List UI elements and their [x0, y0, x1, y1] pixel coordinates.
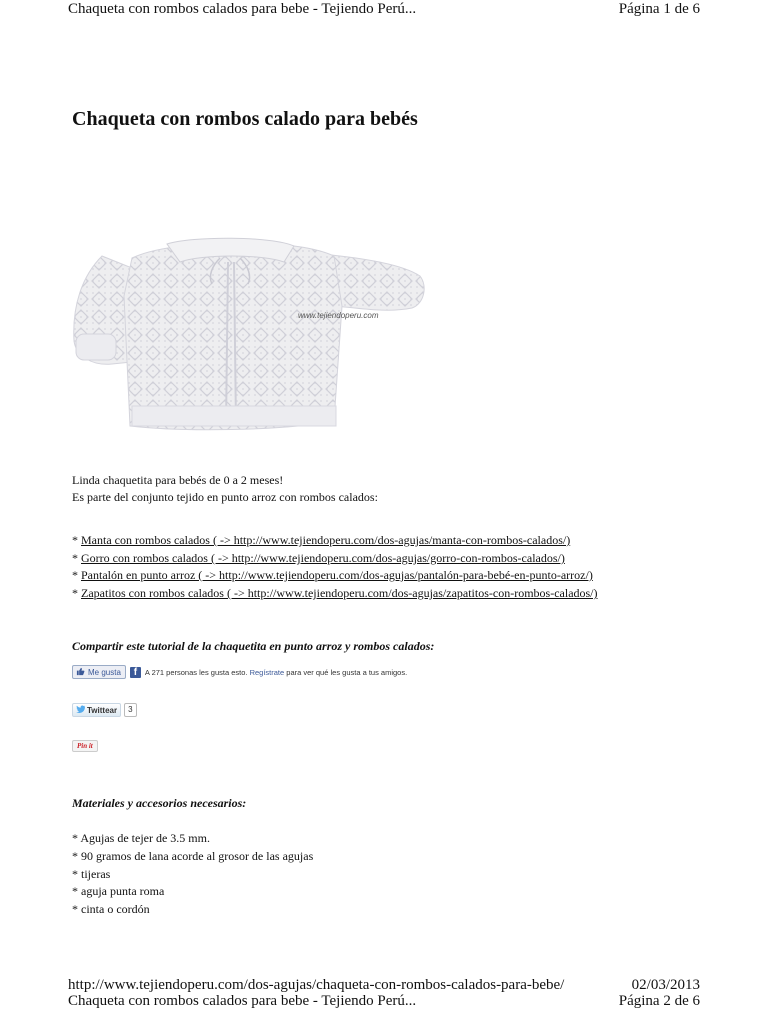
gorro-link[interactable]: Gorro con rombos calados ( -> http://www.tejiendoperu.com/dos-agujas/gorro-con-rombos-calados/) [81, 551, 565, 565]
twitter-row [72, 703, 137, 717]
next-page-header-title: Chaqueta con rombos calados para bebe - Tejiendo Perú... [68, 993, 417, 1009]
manta-link[interactable]: Manta con rombos calados ( -> http://www.tejiendoperu.com/dos-agujas/manta-con-rombos-calados/) [81, 533, 571, 547]
image-watermark: www.tejiendoperu.com [298, 311, 379, 320]
share-heading: Compartir este tutorial de la chaquetita en punto arroz y rombos calados: [72, 639, 435, 653]
list-bullet: * [72, 533, 81, 547]
list-bullet: * [72, 586, 81, 600]
zapatitos-link[interactable]: Zapatitos con rombos calados ( -> http://www.tejiendoperu.com/dos-agujas/zapatitos-con-rombos-calados/) [81, 586, 598, 600]
related-link-item [72, 532, 570, 550]
like-count-text: A 271 personas les gusta esto. [144, 667, 248, 677]
related-link-item [72, 585, 598, 603]
article-title: Chaqueta con rombos calado para bebés [72, 108, 418, 130]
list-bullet: * [72, 568, 81, 582]
list-item: * Agujas de tejer de 3.5 mm. [72, 831, 210, 845]
like-rest-text: para ver qué les gusta a tus amigos. [286, 667, 408, 677]
pinterest-row [72, 740, 98, 752]
page-footer-url: http://www.tejiendoperu.com/dos-agujas/chaqueta-con-rombos-calados-para-bebe/ [68, 977, 565, 993]
related-link-item [72, 567, 593, 585]
page-header-page-number: Página 1 de 6 [618, 1, 700, 17]
list-item: * 90 gramos de lana acorde al grosor de las agujas [72, 849, 314, 863]
intro-line-2: Es parte del conjunto tejido en punto arroz con rombos calados: [72, 490, 378, 504]
pantalon-link[interactable]: Pantalón en punto arroz ( -> http://www.tejiendoperu.com/dos-agujas/pantalón-para-bebé-en-punto-arroz/) [81, 568, 593, 582]
baby-jacket-photo [72, 236, 428, 436]
tweet-button[interactable] [72, 703, 121, 717]
like-label: Me gusta [88, 667, 121, 677]
next-page-header-page-number: Página 2 de 6 [618, 993, 700, 1009]
intro-line-1: Linda chaquetita para bebés de 0 a 2 meses! [72, 473, 284, 487]
facebook-like-row [72, 665, 407, 679]
twitter-bird-icon [76, 705, 85, 715]
page-header-title: Chaqueta con rombos calados para bebe - Tejiendo Perú... [68, 1, 417, 17]
list-item: * aguja punta roma [72, 884, 165, 898]
facebook-like-text [145, 668, 407, 677]
tweet-label: Twittear [87, 705, 118, 715]
list-item: * cinta o cordón [72, 902, 150, 916]
tweet-count: 3 [124, 703, 136, 717]
list-bullet: * [72, 551, 81, 565]
materials-heading: Materiales y accesorios necesarios: [72, 796, 247, 810]
page-footer-date: 02/03/2013 [631, 977, 700, 993]
list-item: * tijeras [72, 867, 111, 881]
facebook-like-button[interactable] [72, 665, 126, 679]
related-link-item [72, 550, 565, 568]
facebook-icon: f [130, 667, 141, 678]
thumbs-up-icon [76, 667, 85, 678]
pin-it-button[interactable]: Pin it [72, 740, 98, 752]
register-link[interactable]: Regístrate [249, 667, 285, 677]
